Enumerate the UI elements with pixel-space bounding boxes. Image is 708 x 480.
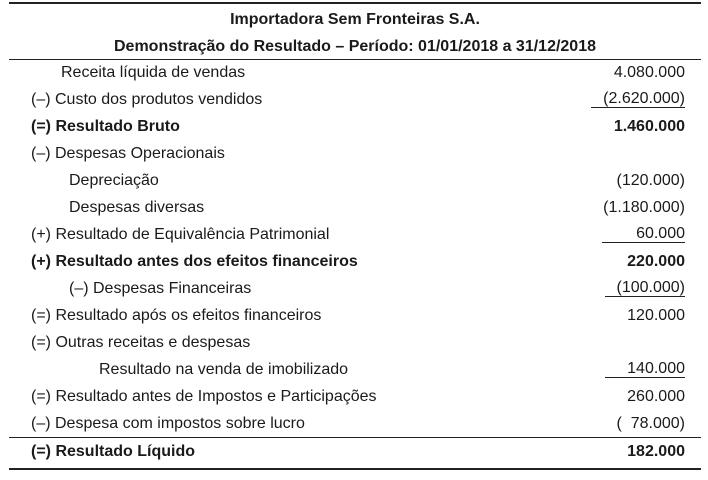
total-rule [9, 437, 701, 438]
row-label: Despesas diversas [69, 199, 205, 216]
row-receita-liquida [9, 60, 701, 87]
row-label: (–) Despesa com impostos sobre lucro [31, 415, 305, 432]
top-rule [9, 2, 701, 4]
row-value: 60.000 [602, 226, 685, 243]
row-label: (+) Resultado de Equivalência Patrimonial [31, 226, 330, 243]
row-value: 1.460.000 [613, 118, 685, 135]
row-venda-imobilizado [9, 357, 701, 384]
row-value: (1.180.000) [603, 199, 685, 216]
row-value: (100.000) [605, 280, 686, 297]
row-label: (+) Resultado antes dos efeitos financeiros [31, 253, 358, 270]
row-value: 120.000 [627, 307, 685, 324]
row-value: (120.000) [616, 172, 685, 189]
row-resultado-bruto [9, 114, 701, 141]
company-name: Importadora Sem Fronteiras S.A. [230, 11, 480, 28]
row-resultado-antes-efeitos [9, 249, 701, 276]
statement-header [9, 6, 701, 60]
row-label: Receita líquida de vendas [61, 64, 246, 81]
row-depreciacao [9, 168, 701, 195]
row-label: (=) Outras receitas e despesas [31, 334, 251, 351]
row-label: (–) Despesas Financeiras [69, 280, 252, 297]
row-impostos-lucro [9, 411, 701, 438]
row-value: 220.000 [627, 253, 685, 270]
row-label: (=) Resultado após os efeitos financeiros [31, 307, 322, 324]
row-label: (–) Custo dos produtos vendidos [31, 91, 263, 108]
row-value: ( 78.000) [616, 415, 685, 432]
row-label: Depreciação [69, 172, 159, 189]
row-label: (=) Resultado Bruto [31, 118, 180, 135]
row-label: Resultado na venda de imobilizado [99, 361, 349, 378]
row-label: (=) Resultado Líquido [31, 443, 195, 460]
row-value: 4.080.000 [613, 64, 685, 81]
row-resultado-antes-impostos [9, 384, 701, 411]
row-resultado-apos-efeitos [9, 303, 701, 330]
row-label: (–) Despesas Operacionais [31, 145, 225, 162]
bottom-rule [9, 468, 701, 470]
row-despesas-financeiras [9, 276, 701, 303]
row-custo-produtos [9, 87, 701, 114]
row-value: 140.000 [605, 361, 685, 378]
row-outras-receitas [9, 330, 701, 357]
row-resultado-liquido [9, 439, 701, 466]
row-despesas-operacionais [9, 141, 701, 168]
row-equivalencia-patrimonial [9, 222, 701, 249]
row-despesas-diversas [9, 195, 701, 222]
row-value: (2.620.000) [591, 91, 685, 108]
row-label: (=) Resultado antes de Impostos e Participações [31, 388, 377, 405]
statement-title: Demonstração do Resultado – Período: 01/01/2018 a 31/12/2018 [114, 38, 596, 55]
row-value: 260.000 [627, 388, 685, 405]
row-value: 182.000 [627, 443, 685, 460]
